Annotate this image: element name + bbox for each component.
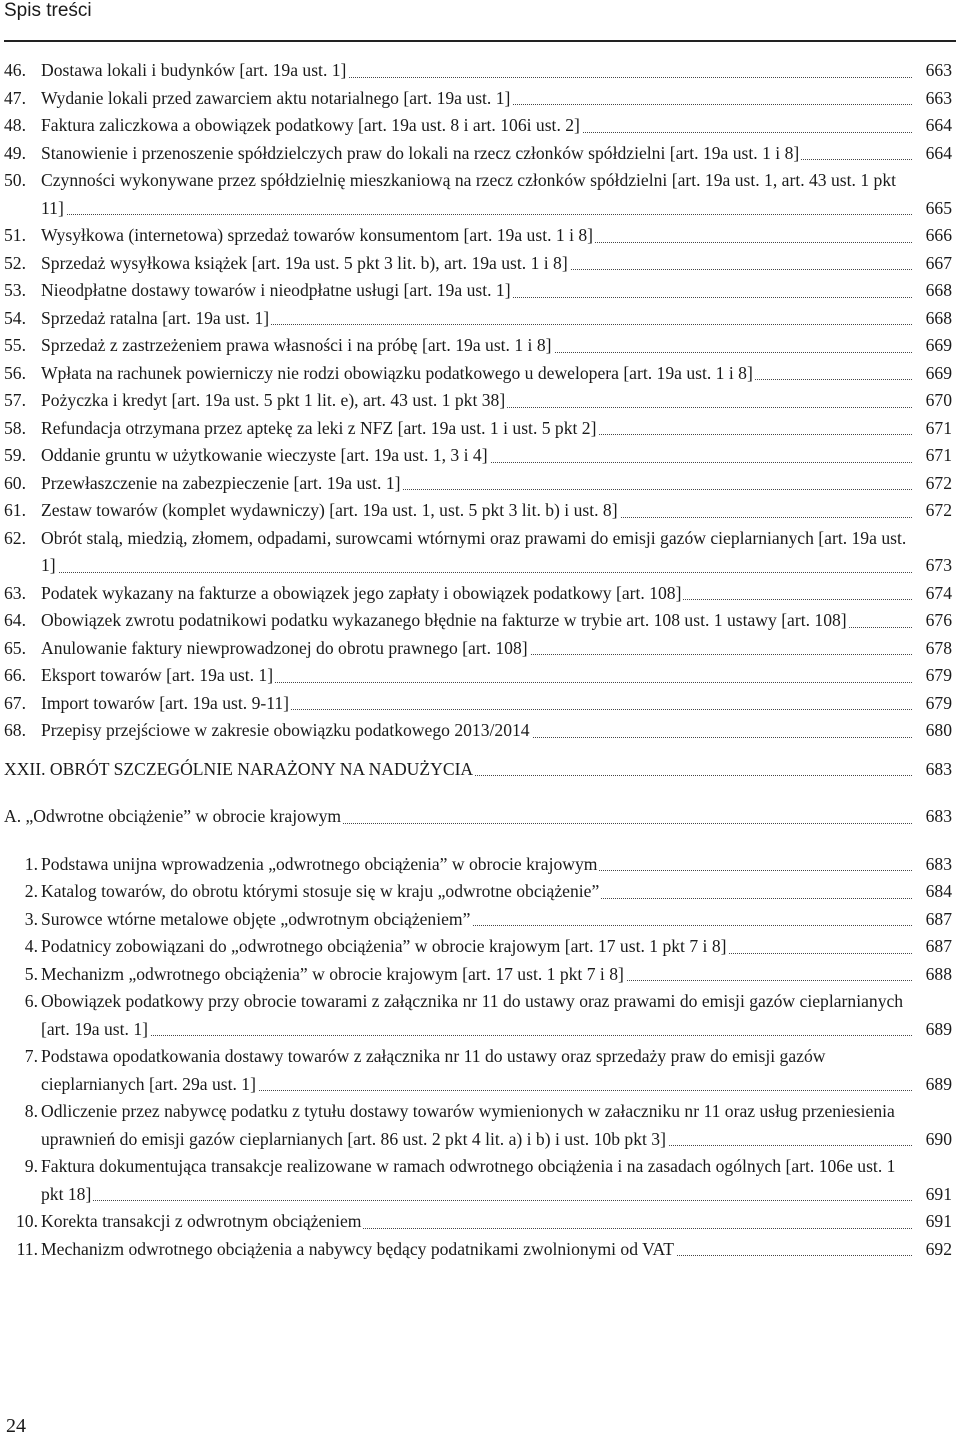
toc-entry[interactable] bbox=[4, 717, 956, 745]
toc-entry-page: 690 bbox=[912, 1126, 952, 1154]
toc-leader bbox=[41, 961, 912, 989]
toc-entry-number: 50. bbox=[4, 170, 26, 190]
toc-entry[interactable] bbox=[4, 607, 956, 635]
toc-leader bbox=[41, 662, 912, 690]
toc-entry-page: 664 bbox=[912, 112, 952, 140]
toc-leader bbox=[41, 1043, 912, 1098]
toc-leader bbox=[41, 1098, 912, 1153]
toc-entry-page: 691 bbox=[912, 1181, 952, 1209]
toc-entry-page: 674 bbox=[912, 580, 952, 608]
toc-entry-number: 51. bbox=[4, 225, 26, 245]
toc-leader bbox=[41, 470, 912, 498]
toc-entry-text: Podstawa unijna wprowadzenia „odwrotnego obciążenia” w obrocie krajowym bbox=[41, 853, 598, 874]
toc-entry-page: 683 bbox=[912, 803, 952, 831]
toc-entry[interactable] bbox=[4, 85, 956, 113]
toc-leader bbox=[41, 635, 912, 663]
toc-entry[interactable] bbox=[4, 988, 956, 1043]
toc-leader bbox=[41, 250, 912, 278]
toc-entry-number: 10. bbox=[16, 1211, 38, 1231]
toc-entry[interactable] bbox=[4, 1208, 956, 1236]
toc-entry-number: 2. bbox=[24, 881, 38, 901]
toc-entry-text: Sprzedaż ratalna [art. 19a ust. 1] bbox=[41, 307, 270, 328]
toc-entry-page: 672 bbox=[912, 470, 952, 498]
toc-entry-text: Katalog towarów, do obrotu którymi stosuje się w kraju „odwrotne obciążenie” bbox=[41, 881, 600, 901]
toc-entry-number: 64. bbox=[4, 610, 26, 630]
toc-entry-number: 62. bbox=[4, 527, 26, 548]
toc-entry-page: 663 bbox=[912, 57, 952, 85]
toc-entry-page: 676 bbox=[912, 607, 952, 635]
toc-entry-text: Obrót stalą, miedzią, złomem, odpadami, surowcami wtórnymi oraz prawami do emisji gazów cieplarnianych [art. 19a ust. 1] bbox=[41, 527, 907, 575]
toc-entry[interactable] bbox=[4, 387, 956, 415]
toc-entry-page: 683 bbox=[912, 851, 952, 879]
toc-entry[interactable] bbox=[4, 933, 956, 961]
toc-entry[interactable] bbox=[4, 277, 956, 305]
toc-entry-text: Przewłaszczenie na zabezpieczenie [art. 19a ust. 1] bbox=[41, 472, 401, 493]
toc-entry-text: Refundacja otrzymana przez aptekę za leki z NFZ [art. 19a ust. 1 i ust. 5 pkt 2] bbox=[41, 417, 597, 438]
toc-entry-page: 679 bbox=[912, 690, 952, 718]
page-number: 24 bbox=[6, 1415, 26, 1437]
toc-entry-text: Pożyczka i kredyt [art. 19a ust. 5 pkt 1 lit. e), art. 43 ust. 1 pkt 38] bbox=[41, 390, 506, 410]
toc-entry-number: 49. bbox=[4, 142, 26, 163]
toc-leader bbox=[41, 933, 912, 961]
toc-entry[interactable] bbox=[4, 140, 956, 168]
toc-entry-page: 665 bbox=[912, 195, 952, 223]
toc-leader bbox=[41, 387, 912, 415]
toc-entry-page: 673 bbox=[912, 552, 952, 580]
toc-entry[interactable] bbox=[4, 167, 956, 222]
toc-entry-number: 53. bbox=[4, 280, 26, 300]
header-title: Spis treści bbox=[4, 0, 92, 21]
toc-entry-number: 48. bbox=[4, 115, 26, 135]
toc-entry-page: 668 bbox=[912, 305, 952, 333]
toc-entry[interactable] bbox=[4, 222, 956, 250]
toc-entry-page: 678 bbox=[912, 635, 952, 663]
toc-entry-text: Czynności wykonywane przez spółdzielnię mieszkaniową na rzecz członków spółdzielni [art. 19a ust. 1, art. 43 ust. 1 pkt 11] bbox=[41, 170, 896, 218]
toc-entry-text: Podatnicy zobowiązani do „odwrotnego obciążenia” w obrocie krajowym [art. 17 ust. 1 pkt 7 i 8] bbox=[41, 936, 727, 956]
toc-leader bbox=[41, 988, 912, 1043]
toc-entry-page: 666 bbox=[912, 222, 952, 250]
toc-entry-number: 59. bbox=[4, 445, 26, 465]
toc-entry-page: 691 bbox=[912, 1208, 952, 1236]
toc-leader bbox=[41, 222, 912, 250]
toc-entry-page: 668 bbox=[912, 277, 952, 305]
toc-entry-page: 667 bbox=[912, 250, 952, 278]
toc-leader bbox=[4, 803, 912, 831]
toc-entry-number: 55. bbox=[4, 335, 26, 355]
toc-entry-text: Korekta transakcji z odwrotnym obciążeniem bbox=[41, 1211, 362, 1231]
toc-entry-text: Oddanie gruntu w użytkowanie wieczyste [art. 19a ust. 1, 3 i 4] bbox=[41, 445, 488, 465]
toc-entry-number: 7. bbox=[24, 1046, 38, 1066]
toc-leader bbox=[41, 167, 912, 222]
toc-entry[interactable] bbox=[4, 497, 956, 525]
toc-entry-number: 60. bbox=[4, 472, 26, 493]
toc-leader bbox=[41, 525, 912, 580]
toc-entry-page: 664 bbox=[912, 140, 952, 168]
toc-entry-page: 671 bbox=[912, 415, 952, 443]
toc-leader bbox=[41, 906, 912, 934]
toc-entry[interactable] bbox=[4, 690, 956, 718]
toc-entry[interactable] bbox=[4, 1098, 956, 1153]
toc-entry-number: 56. bbox=[4, 362, 26, 383]
toc-entry-text: A. „Odwrotne obciążenie” w obrocie krajowym bbox=[4, 806, 342, 826]
toc-entry-page: 689 bbox=[912, 1071, 952, 1099]
toc-entry-page: 687 bbox=[912, 933, 952, 961]
toc-entry[interactable] bbox=[4, 961, 956, 989]
toc-entry-text: Anulowanie faktury niewprowadzonej do obrotu prawnego [art. 108] bbox=[41, 637, 528, 658]
toc-entry-number: 57. bbox=[4, 390, 26, 410]
toc-leader bbox=[41, 140, 912, 168]
toc-entry-number: 66. bbox=[4, 665, 26, 685]
toc-entry-text: Obowiązek podatkowy przy obrocie towarami z załącznika nr 11 do ustawy oraz prawami do emisji gazów cieplarnianych [art. 19a ust. 1] bbox=[41, 991, 904, 1039]
toc-leader bbox=[41, 415, 912, 443]
toc-entry-number: 54. bbox=[4, 307, 26, 328]
toc-entry-number: 63. bbox=[4, 582, 26, 603]
toc-entry-page: 684 bbox=[912, 878, 952, 906]
toc-entry-page: 663 bbox=[912, 85, 952, 113]
toc-entry-page: 670 bbox=[912, 387, 952, 415]
toc-entry-text: Obowiązek zwrotu podatnikowi podatku wykazanego błędnie na fakturze w trybie art. 108 ust. 1 ustawy [art. 108] bbox=[41, 610, 847, 630]
toc-entry-text: Import towarów [art. 19a ust. 9-11] bbox=[41, 692, 290, 713]
toc-entry-number: 5. bbox=[24, 963, 38, 984]
toc-leader bbox=[41, 277, 912, 305]
toc-entry-page: 669 bbox=[912, 332, 952, 360]
toc-entry-number: 65. bbox=[4, 637, 26, 658]
toc-entry-number: 9. bbox=[24, 1156, 38, 1176]
toc-entry-number: 8. bbox=[24, 1101, 38, 1121]
toc-entry-text: Eksport towarów [art. 19a ust. 1] bbox=[41, 665, 274, 685]
toc-entry-number: 6. bbox=[24, 991, 38, 1011]
toc-entries-group-b bbox=[4, 851, 956, 1264]
toc-entry-text: Stanowienie i przenoszenie spółdzielczych praw do lokali na rzecz członków spółdzielni [art. 19a ust. 1 i 8] bbox=[41, 142, 800, 163]
toc-entry-text: Surowce wtórne metalowe objęte „odwrotnym obciążeniem” bbox=[41, 908, 471, 929]
toc-entry-text: Faktura zaliczkowa a obowiązek podatkowy [art. 19a ust. 8 i art. 106i ust. 2] bbox=[41, 115, 580, 135]
toc-entry[interactable] bbox=[4, 332, 956, 360]
running-header bbox=[4, 0, 956, 42]
toc-entry[interactable] bbox=[4, 1153, 956, 1208]
toc-entry[interactable] bbox=[4, 470, 956, 498]
toc-entry[interactable] bbox=[4, 1236, 956, 1264]
toc-entry-number: 3. bbox=[24, 908, 38, 929]
toc-entry[interactable] bbox=[4, 305, 956, 333]
toc-entry-number: 11. bbox=[16, 1238, 38, 1259]
toc-entry-number: 68. bbox=[4, 720, 26, 740]
toc-entry[interactable] bbox=[4, 360, 956, 388]
toc-entry-number: 52. bbox=[4, 252, 26, 273]
toc-entry[interactable] bbox=[4, 525, 956, 580]
toc-section-heading[interactable] bbox=[4, 756, 956, 784]
toc-entry-text: Zestaw towarów (komplet wydawniczy) [art. 19a ust. 1, ust. 5 pkt 3 lit. b) i ust. 8] bbox=[41, 500, 618, 520]
toc-leader bbox=[41, 305, 912, 333]
toc-entry[interactable] bbox=[4, 851, 956, 879]
toc-leader bbox=[41, 57, 912, 85]
toc-leader bbox=[41, 607, 912, 635]
toc-entry-text: Wpłata na rachunek powierniczy nie rodzi obowiązku podatkowego u dewelopera [art. 19a ust. 1 i 8] bbox=[41, 362, 753, 383]
toc-entry-text: Faktura dokumentująca transakcje realizowane w ramach odwrotnego obciążenia i na zasadach ogólnych [art. 106e ust. 1 pkt 18] bbox=[41, 1156, 896, 1204]
toc-entry-page: 692 bbox=[912, 1236, 952, 1264]
toc-leader bbox=[41, 332, 912, 360]
toc-entry[interactable] bbox=[4, 635, 956, 663]
toc-entry-text: Podstawa opodatkowania dostawy towarów z załącznika nr 11 do ustawy oraz sprzedaży praw do emisji gazów cieplarnianych [art. 29a ust. 1] bbox=[41, 1046, 826, 1094]
toc-entry-page: 679 bbox=[912, 662, 952, 690]
toc-entry-text: Mechanizm „odwrotnego obciążenia” w obrocie krajowym [art. 17 ust. 1 pkt 7 i 8] bbox=[41, 963, 624, 984]
toc-leader bbox=[41, 442, 912, 470]
toc-entry[interactable] bbox=[4, 580, 956, 608]
toc-entry-text: Sprzedaż z zastrzeżeniem prawa własności i na próbę [art. 19a ust. 1 i 8] bbox=[41, 335, 552, 355]
toc-entry-page: 688 bbox=[912, 961, 952, 989]
toc-entry[interactable] bbox=[4, 250, 956, 278]
toc-leader bbox=[41, 1153, 912, 1208]
toc-entry[interactable] bbox=[4, 1043, 956, 1098]
toc-entry-page: 671 bbox=[912, 442, 952, 470]
toc-entry-number: 58. bbox=[4, 417, 26, 438]
toc-entry[interactable] bbox=[4, 906, 956, 934]
toc-leader bbox=[4, 756, 912, 784]
toc-entry[interactable] bbox=[4, 57, 956, 85]
toc-leader bbox=[41, 360, 912, 388]
toc-entry-text: Przepisy przejściowe w zakresie obowiązku podatkowego 2013/2014 bbox=[41, 720, 530, 740]
toc-entry[interactable] bbox=[4, 442, 956, 470]
toc-leader bbox=[41, 1208, 912, 1236]
toc-entry-text: Wysyłkowa (internetowa) sprzedaż towarów konsumentom [art. 19a ust. 1 i 8] bbox=[41, 225, 594, 245]
toc-entry-text: Wydanie lokali przed zawarciem aktu notarialnego [art. 19a ust. 1] bbox=[41, 87, 511, 108]
toc-entry-page: 669 bbox=[912, 360, 952, 388]
toc-leader bbox=[41, 690, 912, 718]
toc-entry-number: 4. bbox=[24, 936, 38, 956]
toc-entry-text: Dostawa lokali i budynków [art. 19a ust. 1] bbox=[41, 60, 347, 80]
toc-entry-page: 683 bbox=[912, 756, 952, 784]
toc-entry-text: Nieodpłatne dostawy towarów i nieodpłatne usługi [art. 19a ust. 1] bbox=[41, 280, 511, 300]
toc-leader bbox=[41, 1236, 912, 1264]
toc-entries-group-a bbox=[4, 57, 956, 745]
toc-entry-number: 1. bbox=[24, 853, 38, 874]
toc-leader bbox=[41, 851, 912, 879]
toc-entry-page: 672 bbox=[912, 497, 952, 525]
toc-entry-number: 61. bbox=[4, 500, 26, 520]
toc-leader bbox=[41, 717, 912, 745]
toc-subsection-heading[interactable] bbox=[4, 803, 956, 831]
toc-entry-text: Podatek wykazany na fakturze a obowiązek jego zapłaty i obowiązek podatkowy [art. 108] bbox=[41, 582, 682, 603]
toc-entry-text: Odliczenie przez nabywcę podatku z tytułu dostawy towarów wymienionych w załaczniku nr 11 oraz usług przeniesienia uprawnień do emisji gazów cieplarnianych [art. 86 ust. 2 pkt 4 lit. a) i b) i ust. 10b pkt 3] bbox=[41, 1101, 895, 1149]
toc-leader bbox=[41, 878, 912, 906]
toc-leader bbox=[41, 497, 912, 525]
toc-entry-page: 680 bbox=[912, 717, 952, 745]
toc-leader bbox=[41, 580, 912, 608]
toc-entry-page: 687 bbox=[912, 906, 952, 934]
table-of-contents bbox=[4, 57, 956, 1263]
toc-entry[interactable] bbox=[4, 662, 956, 690]
toc-entry[interactable] bbox=[4, 415, 956, 443]
toc-entry-number: 47. bbox=[4, 87, 26, 108]
toc-entry-page: 689 bbox=[912, 1016, 952, 1044]
toc-entry[interactable] bbox=[4, 878, 956, 906]
toc-entry-number: 46. bbox=[4, 60, 26, 80]
toc-entry-number: 67. bbox=[4, 692, 26, 713]
toc-entry-text: XXII. OBRÓT SZCZEGÓLNIE NARAŻONY NA NADUŻYCIA bbox=[4, 758, 474, 779]
toc-entry-text: Sprzedaż wysyłkowa książek [art. 19a ust. 5 pkt 3 lit. b), art. 19a ust. 1 i 8] bbox=[41, 252, 568, 273]
toc-leader bbox=[41, 112, 912, 140]
toc-entry[interactable] bbox=[4, 112, 956, 140]
toc-entry-text: Mechanizm odwrotnego obciążenia a nabywcy będący podatnikami zwolnionymi od VAT bbox=[41, 1238, 675, 1259]
toc-leader bbox=[41, 85, 912, 113]
